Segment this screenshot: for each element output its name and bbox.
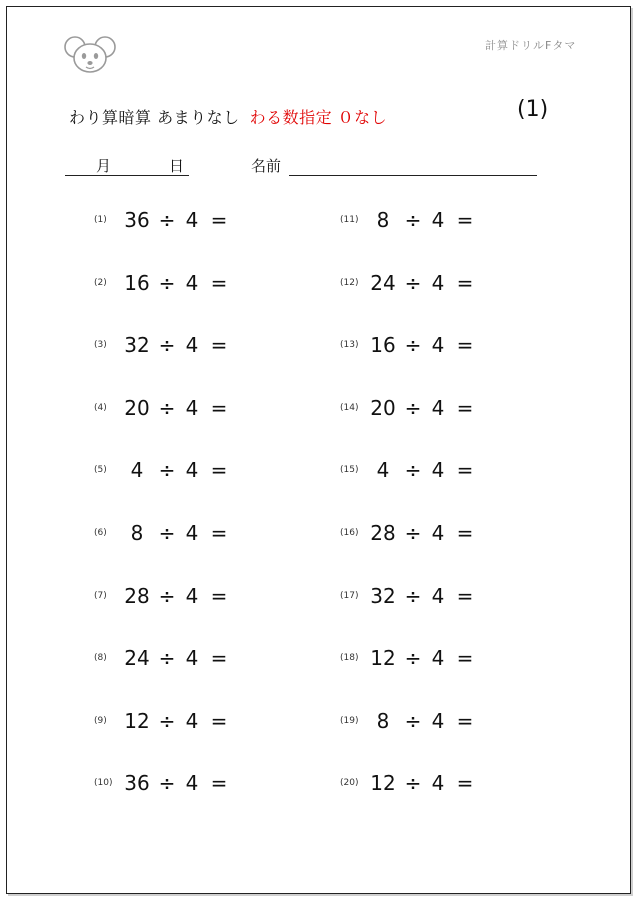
problem-item	[94, 768, 294, 798]
problem-item	[94, 706, 294, 736]
divisor: 4	[185, 458, 199, 482]
problem-item	[340, 706, 540, 736]
day-label: 日	[169, 157, 185, 175]
equals-sign: =	[456, 208, 474, 232]
dividend: 24	[370, 271, 396, 295]
problem-item	[340, 393, 540, 423]
problem-number: (7)	[94, 591, 107, 601]
divisor: 4	[431, 208, 445, 232]
problem-number: (13)	[340, 340, 359, 350]
equals-sign: =	[210, 771, 228, 795]
divide-sign: ÷	[404, 333, 422, 357]
dividend: 8	[130, 521, 144, 545]
worksheet-page	[6, 6, 631, 894]
title-main: わり算暗算 あまりなし	[69, 108, 240, 127]
problem-number: (6)	[94, 528, 107, 538]
dividend: 24	[124, 646, 150, 670]
name-label: 名前	[251, 157, 282, 175]
problem-number: (5)	[94, 465, 107, 475]
problem-item	[340, 768, 540, 798]
equals-sign: =	[456, 458, 474, 482]
problem-number: (19)	[340, 716, 359, 726]
divide-sign: ÷	[158, 396, 176, 420]
problem-item	[94, 581, 294, 611]
problem-number: (20)	[340, 778, 359, 788]
name-field[interactable]	[289, 175, 537, 176]
equals-sign: =	[456, 709, 474, 733]
problem-number: (1)	[94, 215, 107, 225]
divisor: 4	[185, 208, 199, 232]
divisor: 4	[185, 646, 199, 670]
divisor: 4	[431, 771, 445, 795]
problem-item	[340, 455, 540, 485]
dividend: 12	[124, 709, 150, 733]
problem-item	[340, 205, 540, 235]
equals-sign: =	[210, 271, 228, 295]
divide-sign: ÷	[404, 271, 422, 295]
divisor: 4	[431, 396, 445, 420]
problem-item	[340, 518, 540, 548]
problem-item	[340, 581, 540, 611]
divisor: 4	[185, 333, 199, 357]
equals-sign: =	[210, 584, 228, 608]
dividend: 20	[370, 396, 396, 420]
divide-sign: ÷	[404, 709, 422, 733]
divisor: 4	[431, 584, 445, 608]
equals-sign: =	[456, 521, 474, 545]
divide-sign: ÷	[404, 208, 422, 232]
divisor: 4	[431, 646, 445, 670]
divisor: 4	[185, 771, 199, 795]
divide-sign: ÷	[158, 271, 176, 295]
title-highlight: わる数指定 ０なし	[249, 108, 388, 127]
divide-sign: ÷	[404, 396, 422, 420]
divide-sign: ÷	[158, 584, 176, 608]
equals-sign: =	[210, 208, 228, 232]
problem-item	[94, 518, 294, 548]
divide-sign: ÷	[404, 584, 422, 608]
divide-sign: ÷	[158, 458, 176, 482]
divide-sign: ÷	[404, 771, 422, 795]
worksheet-title	[69, 105, 387, 128]
problem-item	[94, 393, 294, 423]
dividend: 16	[124, 271, 150, 295]
dividend: 8	[376, 208, 390, 232]
problem-item	[94, 205, 294, 235]
equals-sign: =	[456, 584, 474, 608]
divisor: 4	[431, 458, 445, 482]
problem-item	[94, 643, 294, 673]
equals-sign: =	[210, 521, 228, 545]
equals-sign: =	[456, 396, 474, 420]
divide-sign: ÷	[404, 458, 422, 482]
divisor: 4	[185, 709, 199, 733]
dividend: 4	[130, 458, 144, 482]
divisor: 4	[431, 521, 445, 545]
dividend: 12	[370, 646, 396, 670]
problem-number: (3)	[94, 340, 107, 350]
problem-number: (11)	[340, 215, 359, 225]
divide-sign: ÷	[158, 646, 176, 670]
divide-sign: ÷	[158, 521, 176, 545]
equals-sign: =	[210, 709, 228, 733]
problem-number: (4)	[94, 403, 107, 413]
divide-sign: ÷	[158, 771, 176, 795]
sheet-number: (1)	[517, 97, 549, 122]
equals-sign: =	[456, 271, 474, 295]
month-label: 月	[96, 157, 112, 175]
divide-sign: ÷	[158, 333, 176, 357]
equals-sign: =	[456, 333, 474, 357]
equals-sign: =	[210, 646, 228, 670]
divisor: 4	[185, 584, 199, 608]
dividend: 16	[370, 333, 396, 357]
problem-item	[340, 643, 540, 673]
divisor: 4	[185, 396, 199, 420]
problem-item	[94, 268, 294, 298]
dividend: 28	[124, 584, 150, 608]
dividend: 28	[370, 521, 396, 545]
problem-number: (8)	[94, 653, 107, 663]
divisor: 4	[431, 271, 445, 295]
problem-number: (12)	[340, 278, 359, 288]
equals-sign: =	[456, 646, 474, 670]
divisor: 4	[185, 521, 199, 545]
equals-sign: =	[210, 396, 228, 420]
problem-number: (14)	[340, 403, 359, 413]
divide-sign: ÷	[158, 208, 176, 232]
dividend: 8	[376, 709, 390, 733]
dividend: 36	[124, 208, 150, 232]
problem-item	[94, 455, 294, 485]
divide-sign: ÷	[158, 709, 176, 733]
problem-number: (9)	[94, 716, 107, 726]
problem-item	[340, 268, 540, 298]
problem-number: (2)	[94, 278, 107, 288]
mouse-face-icon	[63, 33, 117, 77]
dividend: 36	[124, 771, 150, 795]
problem-number: (10)	[94, 778, 113, 788]
problem-number: (15)	[340, 465, 359, 475]
dividend: 4	[376, 458, 390, 482]
problem-item	[340, 330, 540, 360]
problem-number: (16)	[340, 528, 359, 538]
divisor: 4	[431, 333, 445, 357]
equals-sign: =	[210, 333, 228, 357]
divide-sign: ÷	[404, 646, 422, 670]
divisor: 4	[185, 271, 199, 295]
problem-number: (18)	[340, 653, 359, 663]
date-field[interactable]	[65, 153, 189, 176]
divisor: 4	[431, 709, 445, 733]
dividend: 32	[124, 333, 150, 357]
problem-number: (17)	[340, 591, 359, 601]
dividend: 20	[124, 396, 150, 420]
problem-item	[94, 330, 294, 360]
equals-sign: =	[456, 771, 474, 795]
dividend: 12	[370, 771, 396, 795]
brand-name: 計算ドリルFタマ	[485, 39, 577, 52]
divide-sign: ÷	[404, 521, 422, 545]
equals-sign: =	[210, 458, 228, 482]
dividend: 32	[370, 584, 396, 608]
